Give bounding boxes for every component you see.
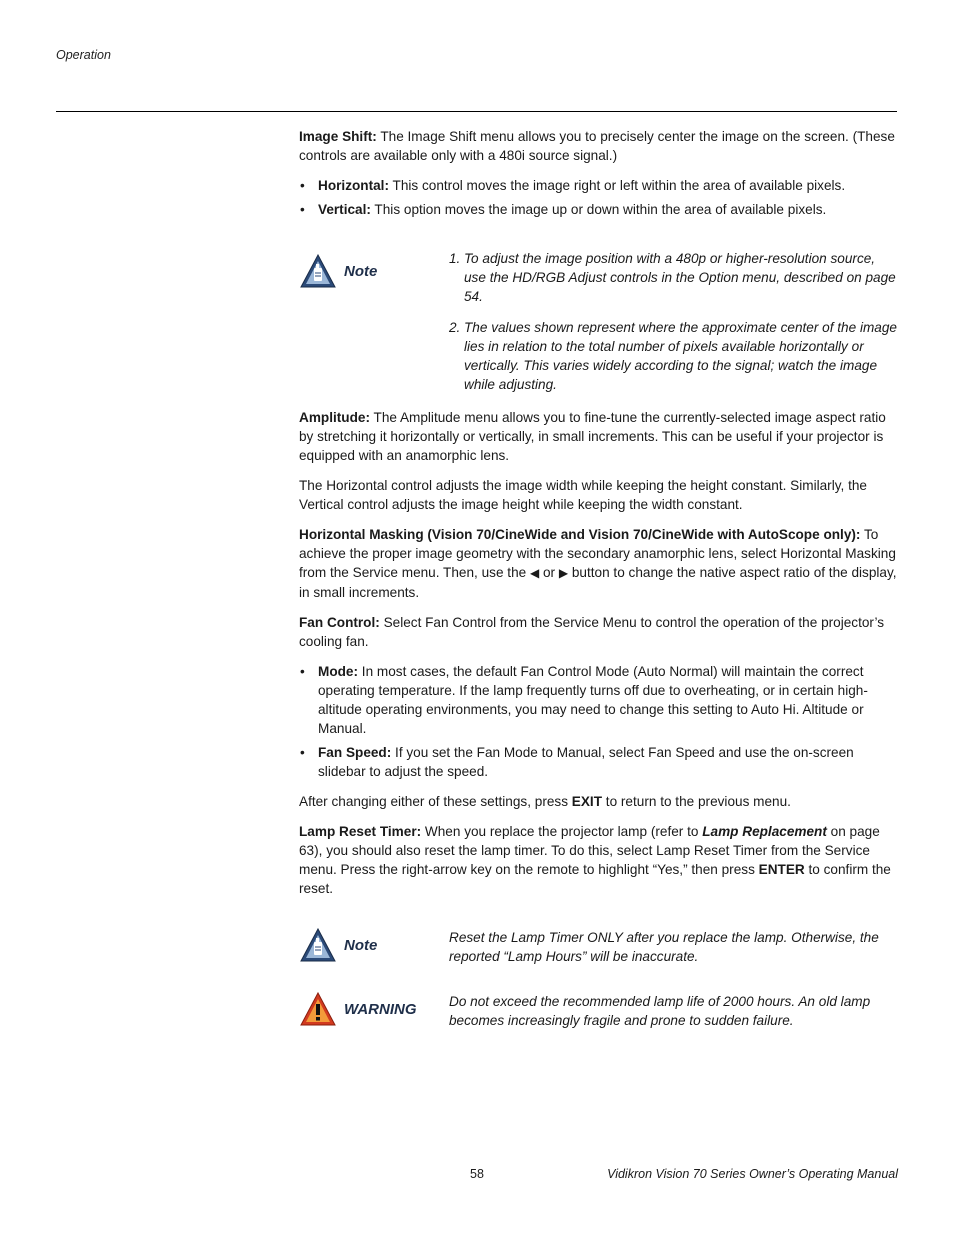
enter-key: ENTER: [758, 862, 805, 877]
bullet-term: Vertical:: [318, 202, 371, 217]
bullet-text: If you set the Fan Mode to Manual, select Fan Speed and use the on-screen slidebar to adjust the speed.: [318, 745, 854, 779]
bullet-term: Mode:: [318, 664, 359, 679]
list-item: [449, 249, 897, 306]
amplitude-paragraph-2: The Horizontal control adjusts the image width while keeping the height constant. Similarly, the Vertical control adjusts the image height while keeping the width constant.: [299, 478, 867, 512]
fan-control-title: Fan Control:: [299, 615, 380, 630]
note-label-col: [299, 253, 449, 289]
lamp-reset-paragraph: [299, 822, 897, 898]
lamp-reset-text-2: on page 63), you should also reset the lamp timer. To do this, select Lamp Reset Timer from the Service menu. Press the right-arrow key on the remote to highlight “Yes,” then press: [299, 824, 880, 877]
fan-control-text: Select Fan Control from the Service Menu to control the operation of the projector’s cooling fan.: [299, 615, 885, 649]
note-list: [449, 249, 897, 394]
amplitude-title: Amplitude:: [299, 410, 370, 425]
bullet-text: This option moves the image up or down within the area of available pixels.: [370, 202, 827, 217]
image-shift-title: Image Shift:: [299, 129, 377, 144]
amplitude-paragraph: [299, 408, 897, 465]
horizontal-masking-text: To achieve the proper image geometry with the secondary anamorphic lens, select Horizontal Masking from the Service menu. Then, use the: [299, 527, 896, 580]
note-label: Note: [344, 936, 378, 954]
note-item-text: To adjust the image position with a 480p or higher-resolution source, use the HD/RGB Adjust controls in the Option menu, described on page 54.: [464, 251, 896, 304]
page-number: 58: [470, 1167, 484, 1181]
warning-callout: [299, 992, 897, 1030]
fan-after-text: After changing either of these settings, press: [299, 794, 572, 809]
right-arrow-icon: ▶: [558, 566, 569, 580]
lamp-replacement-reference: Lamp Replacement: [702, 824, 827, 839]
running-header: Operation: [56, 48, 111, 62]
warning-label: WARNING: [344, 1000, 417, 1018]
list-item: [299, 176, 897, 195]
horizontal-masking-text-end: button to change the native aspect ratio of the display, in small increments.: [299, 565, 897, 600]
horizontal-masking-title: Horizontal Masking (Vision 70/CineWide and Vision 70/CineWide with AutoScope only):: [299, 527, 861, 542]
lamp-reset-title: Lamp Reset Timer:: [299, 824, 422, 839]
fan-after-paragraph: [299, 792, 897, 811]
list-item: [449, 318, 897, 394]
note-text: Reset the Lamp Timer ONLY after you replace the lamp. Otherwise, the reported “Lamp Hours” will be inaccurate.: [449, 930, 879, 964]
note-callout-2: [299, 928, 897, 966]
note-item-text: The values shown represent where the approximate center of the image lies in relation to the total number of pixels available horizontally or vertically. This varies widely according to the signal; watch the image while adjusting.: [464, 320, 897, 392]
exit-key: EXIT: [571, 794, 603, 809]
note-label: Note: [344, 262, 378, 280]
note-number: 1.: [449, 251, 461, 266]
bullet-text: This control moves the image right or left within the area of available pixels.: [388, 178, 846, 193]
image-shift-text: The Image Shift menu allows you to precisely center the image on the screen. (These controls are available only with a 480i source signal.): [299, 129, 895, 163]
manual-title: Vidikron Vision 70 Series Owner’s Operating Manual: [607, 1167, 898, 1181]
fan-after-text-end: to return to the previous menu.: [602, 794, 791, 809]
note-label-col: [299, 927, 449, 963]
note-text: [449, 249, 897, 394]
warning-exclamation-icon: [299, 991, 337, 1027]
warning-label-col: [299, 991, 449, 1027]
image-shift-paragraph: [299, 127, 897, 165]
page-body: [299, 127, 897, 1030]
or-text: or: [539, 565, 559, 580]
fan-control-list: [299, 662, 897, 781]
lamp-reset-text-3: to confirm the reset.: [299, 862, 891, 896]
list-item: [299, 200, 897, 219]
note-number: 2.: [449, 320, 461, 335]
warning-text: Do not exceed the recommended lamp life of 2000 hours. An old lamp becomes increasingly fragile and prone to sudden failure.: [449, 994, 871, 1028]
list-item: [299, 743, 897, 781]
note-hand-icon: [299, 253, 337, 289]
bullet-term: Fan Speed:: [318, 745, 392, 760]
bullet-term: Horizontal:: [318, 178, 389, 193]
note-callout-1: [299, 249, 897, 394]
header-rule: [56, 111, 897, 112]
amplitude-text: The Amplitude menu allows you to fine-tune the currently-selected image aspect ratio by stretching it horizontally or vertically, in small increments. This can be useful if your projector is equipped with an anamorphic lens.: [299, 410, 886, 463]
fan-control-paragraph: [299, 613, 897, 651]
image-shift-list: [299, 176, 897, 219]
list-item: [299, 662, 897, 738]
bullet-text: In most cases, the default Fan Control Mode (Auto Normal) will maintain the correct operating temperature. If the lamp frequently turns off due to overheating, or in certain high-altitude operating environments, you may need to change this setting to Auto Hi. Altitude or Manual.: [318, 664, 868, 736]
note-hand-icon: [299, 927, 337, 963]
lamp-reset-text: When you replace the projector lamp (refer to: [421, 824, 703, 839]
horizontal-masking-paragraph: [299, 525, 897, 602]
left-arrow-icon: ◀: [529, 566, 540, 580]
